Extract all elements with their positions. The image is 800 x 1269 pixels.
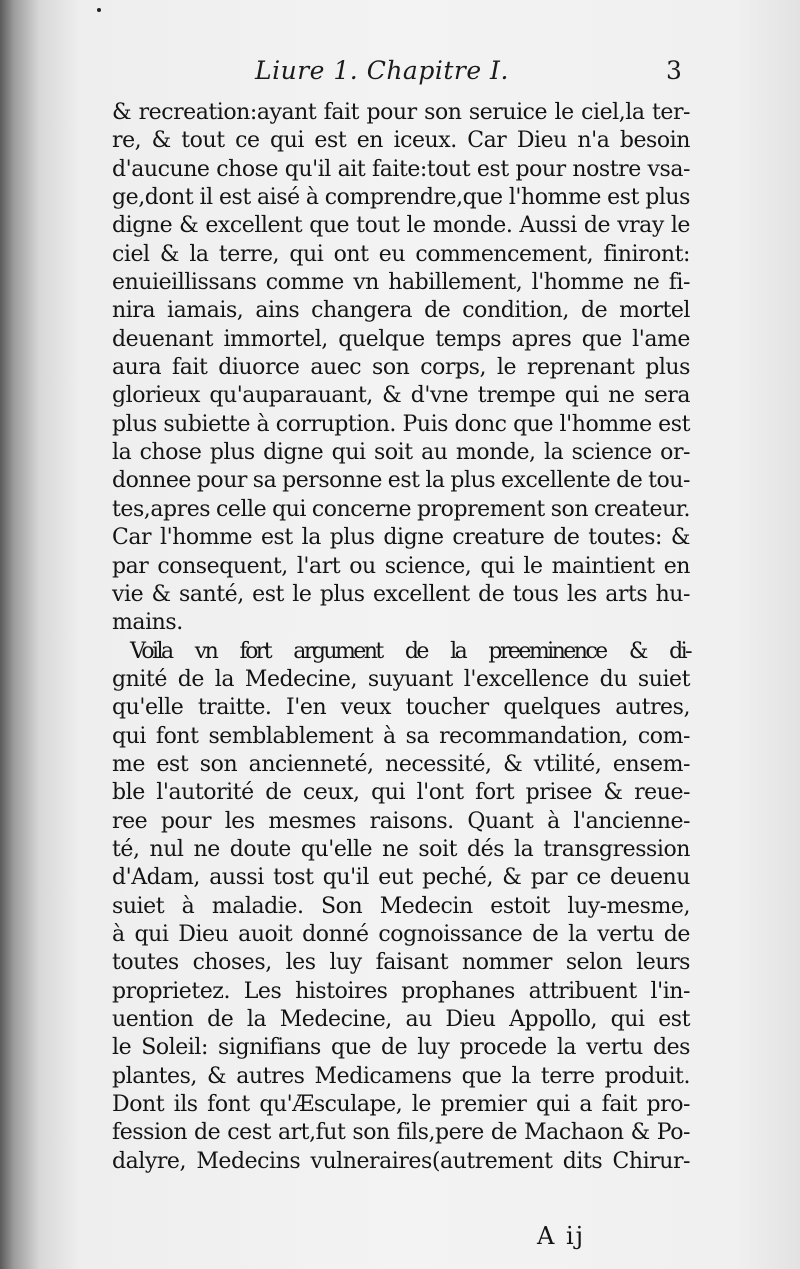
text-line: mains. [112,610,183,636]
text-line: d'Adam, aussi tost qu'il eut peché, & par ce deuenu [112,865,690,891]
text-line: deuenant immortel, quelque temps apres que l'ame [112,326,690,352]
text-line: qu'elle traitte. I'en veux toucher quelques autres, [112,695,690,721]
text-line: tes,apres celle qui concerne proprement son createur. [112,496,690,522]
page-header [0,56,800,92]
text-line: ciel & la terre, qui ont eu commencement, finiront: [112,241,690,267]
text-line: & recreation:ayant fait pour son seruice le ciel,la ter- [112,100,690,125]
text-line: gnité de la Medecine, suyuant l'excellence du suiet [112,666,690,692]
body-text [112,99,690,1176]
text-line: la chose plus digne qui soit au monde, la science or- [112,440,690,466]
text-line: donnee pour sa personne est la plus excellente de tou- [112,468,690,494]
text-line: glorieux qu'auparauant, & d'vne trempe qui ne sera [112,383,690,409]
running-head: Liure 1. Chapitre I. [255,56,509,85]
text-line: ree pour les mesmes raisons. Quant à l'ancienne- [112,808,690,834]
page-number: 3 [666,56,682,85]
text-line: Car l'homme est la plus digne creature de toutes: & [112,525,690,551]
text-line: toutes choses, les luy faisant nommer selon leurs [112,950,690,976]
text-line: Dont ils font qu'Æsculape, le premier qui a fait pro- [112,1092,690,1118]
text-line: suiet à maladie. Son Medecin estoit luy-mesme, [112,893,690,919]
text-line: le Soleil: signifians que de luy procede la vertu des [112,1035,690,1061]
text-line: ble l'autorité de ceux, qui l'ont fort prisee & reue- [112,780,690,806]
text-line: ge,dont il est aisé à comprendre,que l'homme est plus [112,185,690,211]
text-line: re, & tout ce qui est en iceux. Car Dieu n'a besoin [112,128,690,154]
text-line: plantes, & autres Medicamens que la terre produit. [112,1063,690,1089]
text-line: plus subiette à corruption. Puis donc que l'homme est [112,411,690,437]
text-line: té, nul ne doute qu'elle ne soit dés la transgression [112,836,690,862]
text-line: dalyre, Medecins vulneraires(autrement dits Chirur- [112,1148,690,1174]
text-line: vie & santé, est le plus excellent de tous les arts hu- [112,581,690,607]
text-line: aura fait diuorce auec son corps, le reprenant plus [112,355,690,381]
signature-mark: A ij [537,1222,586,1250]
text-line: par consequent, l'art ou science, qui le maintient en [112,553,690,579]
ink-speck [97,8,101,12]
text-line: qui font semblablement à sa recommandation, com- [112,723,690,749]
text-line: à qui Dieu auoit donné cognoissance de la vertu de [112,921,690,947]
text-line: nira iamais, ains changera de condition, de mortel [112,298,690,324]
text-line: enuieillissans comme vn habillement, l'homme ne fi- [112,270,690,296]
text-line: fession de cest art,fut son fils,pere de Machaon & Po- [112,1120,690,1146]
text-line: proprietez. Les histoires prophanes attribuent l'in- [112,978,690,1004]
paragraph-first-line: Voila vn fort argument de la preeminence & di- [130,638,690,664]
text-line: digne & excellent que tout le monde. Aussi de vray le [112,213,690,239]
text-line: uention de la Medecine, au Dieu Appollo, qui est [112,1007,690,1032]
text-line: me est son ancienneté, necessité, & vtilité, ensem- [112,751,690,777]
text-line: d'aucune chose qu'il ait faite:tout est pour nostre vsa- [112,156,690,182]
